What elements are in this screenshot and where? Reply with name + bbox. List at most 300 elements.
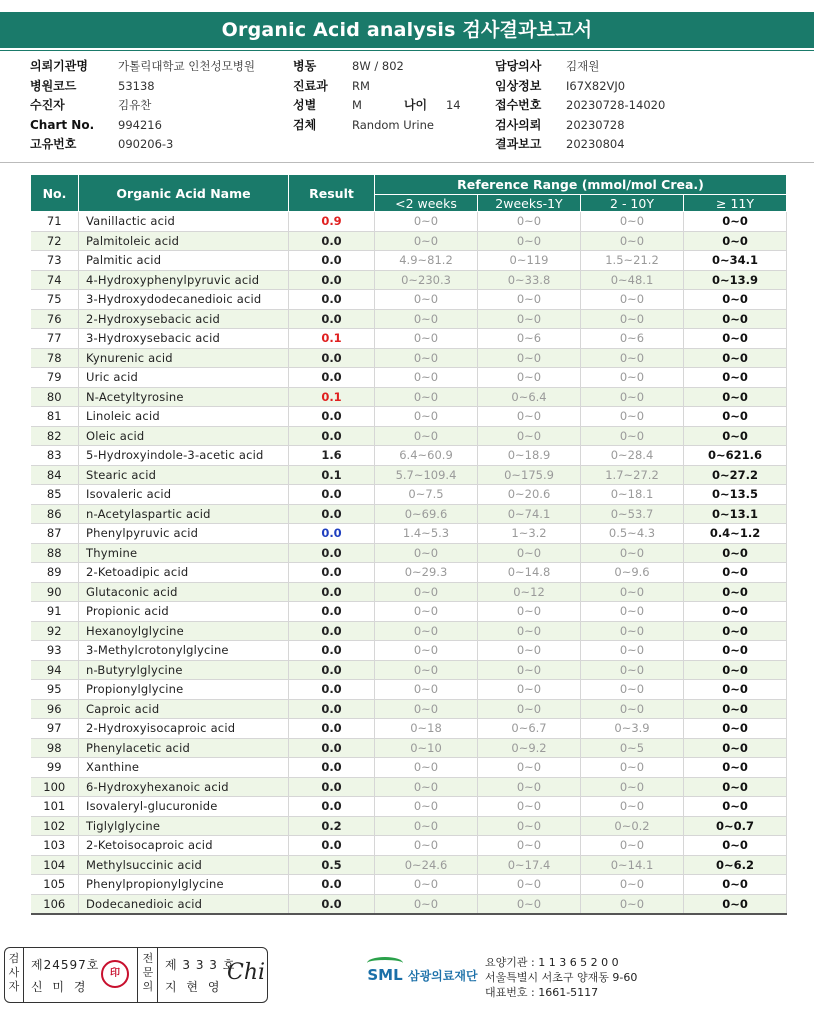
table-row	[31, 212, 787, 232]
ref-range-neonate: 0~0	[375, 758, 478, 778]
ref-range-neonate: 0~0	[375, 836, 478, 856]
ref-range-adult: 0~0	[684, 680, 787, 700]
ref-range-child: 0~0	[581, 543, 684, 563]
acid-name: 3-Hydroxydodecanedioic acid	[79, 290, 289, 310]
ref-range-adult: 0~0	[684, 758, 787, 778]
tester-label	[7, 952, 21, 994]
result-value: 0.0	[289, 719, 375, 739]
ref-range-infant: 0~12	[478, 582, 581, 602]
info-label: 접수번호	[495, 98, 542, 112]
info-label: 병원코드	[30, 78, 77, 93]
ref-range-adult: 0~0.7	[684, 816, 787, 836]
row-no: 72	[31, 231, 79, 251]
table-row	[31, 407, 787, 427]
acid-name: Stearic acid	[79, 465, 289, 485]
table-row	[31, 816, 787, 836]
result-value: 0.0	[289, 407, 375, 427]
info-value: I67X82VJ0	[566, 78, 626, 93]
ref-range-neonate: 0~0	[375, 329, 478, 349]
ref-range-child: 0~6	[581, 329, 684, 349]
result-value: 0.0	[289, 524, 375, 544]
ref-range-infant: 0~0	[478, 758, 581, 778]
result-value: 0.0	[289, 368, 375, 388]
ref-range-child: 1.7~27.2	[581, 465, 684, 485]
row-no: 98	[31, 738, 79, 758]
ref-range-child: 0~0	[581, 348, 684, 368]
ref-range-adult: 0~0	[684, 719, 787, 739]
ref-range-infant: 0~0	[478, 348, 581, 368]
ref-range-adult: 0~0	[684, 387, 787, 407]
ref-range-child: 0~9.6	[581, 563, 684, 583]
result-value: 0.0	[289, 485, 375, 505]
ref-range-neonate: 0~0	[375, 660, 478, 680]
ref-range-adult: 0~0	[684, 738, 787, 758]
ref-range-infant: 0~33.8	[478, 270, 581, 290]
ref-range-infant: 0~0	[478, 836, 581, 856]
result-value: 0.0	[289, 602, 375, 622]
ref-range-adult: 0~0	[684, 290, 787, 310]
result-value: 0.0	[289, 290, 375, 310]
report-title: Organic Acid analysis 검사결과보고서	[0, 12, 814, 48]
table-row	[31, 699, 787, 719]
result-value: 0.9	[289, 212, 375, 232]
result-value: 1.6	[289, 446, 375, 466]
info-row	[30, 57, 255, 77]
acid-name: Palmitic acid	[79, 251, 289, 271]
info-value: 20230804	[566, 137, 625, 151]
result-value: 0.0	[289, 621, 375, 641]
table-row	[31, 251, 787, 271]
ref-range-infant: 0~6	[478, 329, 581, 349]
patient-info-col3	[495, 57, 665, 155]
ref-range-child: 1.5~21.2	[581, 251, 684, 271]
acid-name: 3-Hydroxysebacic acid	[79, 329, 289, 349]
table-row	[31, 231, 787, 251]
info-label: 고유번호	[30, 137, 77, 151]
ref-range-neonate: 0~0	[375, 816, 478, 836]
info-label: 수진자	[30, 98, 65, 112]
acid-name: Propionic acid	[79, 602, 289, 622]
ref-range-adult: 0~0	[684, 407, 787, 427]
ref-range-infant: 0~0	[478, 641, 581, 661]
ref-range-infant: 1~3.2	[478, 524, 581, 544]
result-value: 0.0	[289, 777, 375, 797]
info-value: 김유찬	[118, 98, 152, 112]
acid-name: 5-Hydroxyindole-3-acetic acid	[79, 446, 289, 466]
row-no: 95	[31, 680, 79, 700]
table-row	[31, 738, 787, 758]
ref-range-infant: 0~74.1	[478, 504, 581, 524]
table-row	[31, 329, 787, 349]
row-no: 86	[31, 504, 79, 524]
info-label: 병동	[293, 59, 317, 73]
row-no: 96	[31, 699, 79, 719]
ref-range-infant: 0~119	[478, 251, 581, 271]
row-no: 100	[31, 777, 79, 797]
table-row	[31, 836, 787, 856]
row-no: 99	[31, 758, 79, 778]
info-row	[293, 57, 461, 77]
table-row	[31, 719, 787, 739]
ref-range-child: 0~0	[581, 231, 684, 251]
ref-range-infant: 0~9.2	[478, 738, 581, 758]
acid-name: Xanthine	[79, 758, 289, 778]
ref-range-adult: 0~0	[684, 777, 787, 797]
ref-range-neonate: 5.7~109.4	[375, 465, 478, 485]
contact-line: 서울특별시 서초구 양재동 9-60	[485, 971, 638, 984]
header-name: Organic Acid Name	[79, 175, 289, 212]
acid-name: Isovaleric acid	[79, 485, 289, 505]
patient-info-col2	[293, 57, 461, 135]
ref-range-child: 0~0	[581, 875, 684, 895]
ref-range-neonate: 0~69.6	[375, 504, 478, 524]
table-row	[31, 758, 787, 778]
info-label: 성별	[293, 98, 317, 112]
info-row	[495, 116, 665, 136]
row-no: 82	[31, 426, 79, 446]
ref-range-neonate: 0~18	[375, 719, 478, 739]
result-value: 0.0	[289, 894, 375, 914]
ref-range-child: 0~18.1	[581, 485, 684, 505]
result-value: 0.0	[289, 758, 375, 778]
ref-range-child: 0.5~4.3	[581, 524, 684, 544]
ref-range-infant: 0~0	[478, 777, 581, 797]
ref-range-neonate: 0~0	[375, 348, 478, 368]
info-value: RM	[352, 78, 370, 93]
ref-range-adult: 0~0	[684, 641, 787, 661]
ref-range-neonate: 0~0	[375, 543, 478, 563]
ref-range-neonate: 0~0	[375, 368, 478, 388]
info-label: 의뢰기관명	[30, 59, 88, 73]
row-no: 105	[31, 875, 79, 895]
row-no: 80	[31, 387, 79, 407]
row-no: 81	[31, 407, 79, 427]
divider	[23, 948, 24, 1002]
acid-name: Isovaleryl-glucuronide	[79, 797, 289, 817]
ref-range-infant: 0~0	[478, 368, 581, 388]
row-no: 74	[31, 270, 79, 290]
ref-range-infant: 0~0	[478, 426, 581, 446]
ref-range-adult: 0~0	[684, 329, 787, 349]
acid-name: Thymine	[79, 543, 289, 563]
info-row	[30, 77, 255, 97]
ref-range-infant: 0~0	[478, 231, 581, 251]
result-value: 0.0	[289, 504, 375, 524]
ref-range-neonate: 0~0	[375, 387, 478, 407]
table-row	[31, 465, 787, 485]
row-no: 71	[31, 212, 79, 232]
table-row	[31, 660, 787, 680]
result-value: 0.0	[289, 582, 375, 602]
info-row	[495, 135, 665, 155]
sml-logo-mark: SML	[367, 966, 403, 984]
table-row	[31, 894, 787, 914]
ref-range-neonate: 0~0	[375, 309, 478, 329]
result-value: 0.0	[289, 797, 375, 817]
acid-name: Kynurenic acid	[79, 348, 289, 368]
info-row	[30, 116, 255, 136]
ref-range-neonate: 0~0	[375, 231, 478, 251]
ref-range-neonate: 0~29.3	[375, 563, 478, 583]
row-no: 102	[31, 816, 79, 836]
info-value: 김재원	[566, 59, 600, 73]
row-no: 88	[31, 543, 79, 563]
table-row	[31, 855, 787, 875]
vertical-label-text: 검사자	[8, 952, 20, 993]
ref-range-adult: 0~6.2	[684, 855, 787, 875]
ref-range-adult: 0~0	[684, 426, 787, 446]
info-value: 994216	[118, 117, 162, 132]
ref-range-infant: 0~0	[478, 875, 581, 895]
ref-range-adult: 0~0	[684, 699, 787, 719]
ref-range-infant: 0~0	[478, 894, 581, 914]
ref-range-infant: 0~0	[478, 407, 581, 427]
ref-range-adult: 0~0	[684, 212, 787, 232]
row-no: 87	[31, 524, 79, 544]
ref-range-neonate: 0~0	[375, 641, 478, 661]
row-no: 85	[31, 485, 79, 505]
ref-range-adult: 0~34.1	[684, 251, 787, 271]
info-row	[495, 96, 665, 116]
ref-range-infant: 0~17.4	[478, 855, 581, 875]
ref-range-neonate: 0~0	[375, 797, 478, 817]
info-row	[293, 96, 461, 116]
ref-range-neonate: 0~0	[375, 212, 478, 232]
ref-range-neonate: 0~230.3	[375, 270, 478, 290]
ref-range-adult: 0~0	[684, 231, 787, 251]
row-no: 77	[31, 329, 79, 349]
info-value: 가톨릭대학교 인천성모병원	[118, 59, 255, 73]
result-value: 0.0	[289, 251, 375, 271]
acid-name: n-Acetylaspartic acid	[79, 504, 289, 524]
info-label: 검체	[293, 117, 317, 132]
ref-range-neonate: 0~0	[375, 699, 478, 719]
org-name: 삼광의료재단	[408, 969, 478, 983]
table-row	[31, 797, 787, 817]
acid-name: 3-Methylcrotonylglycine	[79, 641, 289, 661]
acid-name: 2-Ketoadipic acid	[79, 563, 289, 583]
ref-range-child: 0~0	[581, 602, 684, 622]
info-label: 결과보고	[495, 137, 542, 151]
table-row	[31, 309, 787, 329]
ref-range-infant: 0~20.6	[478, 485, 581, 505]
row-no: 93	[31, 641, 79, 661]
signature-box	[4, 947, 268, 1003]
ref-range-infant: 0~0	[478, 816, 581, 836]
acid-name: 4-Hydroxyphenylpyruvic acid	[79, 270, 289, 290]
result-value: 0.0	[289, 426, 375, 446]
ref-range-infant: 0~18.9	[478, 446, 581, 466]
info-label: 담당의사	[495, 59, 542, 73]
row-no: 101	[31, 797, 79, 817]
info-value: 53138	[118, 78, 155, 93]
table-row	[31, 563, 787, 583]
ref-range-infant: 0~0	[478, 680, 581, 700]
info-value: 20230728	[566, 117, 625, 132]
info-row	[293, 77, 461, 97]
ref-range-infant: 0~6.4	[478, 387, 581, 407]
ref-range-adult: 0~13.1	[684, 504, 787, 524]
row-no: 75	[31, 290, 79, 310]
ref-range-child: 0~48.1	[581, 270, 684, 290]
info-value: M	[352, 98, 362, 112]
ref-range-child: 0~0	[581, 836, 684, 856]
info-row	[30, 96, 255, 116]
info-divider	[0, 162, 814, 163]
acid-name: 6-Hydroxyhexanoic acid	[79, 777, 289, 797]
result-value: 0.0	[289, 641, 375, 661]
ref-range-infant: 0~0	[478, 290, 581, 310]
ref-range-adult: 0~0	[684, 309, 787, 329]
header-range-1: <2 weeks	[375, 195, 478, 212]
contact-line: 요양기관 : 1 1 3 6 5 2 0 0	[485, 956, 619, 969]
tester-id: 제24597호	[31, 958, 100, 972]
ref-range-child: 0~0	[581, 426, 684, 446]
age-label: 나이	[403, 98, 428, 112]
ref-range-infant: 0~0	[478, 309, 581, 329]
table-row	[31, 621, 787, 641]
ref-range-child: 0~28.4	[581, 446, 684, 466]
row-no: 97	[31, 719, 79, 739]
ref-range-infant: 0~0	[478, 621, 581, 641]
acid-name: n-Butyrylglycine	[79, 660, 289, 680]
ref-range-child: 0~0	[581, 777, 684, 797]
acid-name: Phenylpropionylglycine	[79, 875, 289, 895]
ref-range-adult: 0.4~1.2	[684, 524, 787, 544]
header-result: Result	[289, 175, 375, 212]
patient-info-col1	[30, 57, 255, 155]
specialist-label	[141, 952, 155, 994]
ref-range-child: 0~0	[581, 368, 684, 388]
acid-name: Dodecanedioic acid	[79, 894, 289, 914]
ref-range-adult: 0~0	[684, 660, 787, 680]
ref-range-neonate: 0~0	[375, 407, 478, 427]
row-no: 84	[31, 465, 79, 485]
result-value: 0.0	[289, 738, 375, 758]
header-range-3: 2 - 10Y	[581, 195, 684, 212]
result-value: 0.5	[289, 855, 375, 875]
ref-range-adult: 0~0	[684, 368, 787, 388]
ref-range-neonate: 0~0	[375, 426, 478, 446]
ref-range-neonate: 0~0	[375, 582, 478, 602]
result-value: 0.0	[289, 875, 375, 895]
row-no: 104	[31, 855, 79, 875]
header-range-4: ≥ 11Y	[684, 195, 787, 212]
ref-range-child: 0~0	[581, 680, 684, 700]
contact-info	[485, 955, 637, 1000]
vertical-label-text: 전문의	[142, 952, 154, 993]
title-divider	[0, 50, 814, 51]
ref-range-adult: 0~621.6	[684, 446, 787, 466]
ref-range-child: 0~0	[581, 212, 684, 232]
ref-range-child: 0~0.2	[581, 816, 684, 836]
result-value: 0.0	[289, 309, 375, 329]
ref-range-adult: 0~0	[684, 582, 787, 602]
acid-name: 2-Hydroxyisocaproic acid	[79, 719, 289, 739]
specialist-name: 지 현 영	[165, 980, 223, 994]
ref-range-adult: 0~0	[684, 621, 787, 641]
info-label: 임상정보	[495, 78, 542, 93]
header-no: No.	[31, 175, 79, 212]
row-no: 106	[31, 894, 79, 914]
ref-range-child: 0~0	[581, 699, 684, 719]
acid-name: Uric acid	[79, 368, 289, 388]
ref-range-child: 0~0	[581, 621, 684, 641]
result-value: 0.0	[289, 231, 375, 251]
row-no: 103	[31, 836, 79, 856]
age-value: 14	[445, 98, 461, 112]
row-no: 78	[31, 348, 79, 368]
ref-range-neonate: 0~10	[375, 738, 478, 758]
contact-line: 대표번호 : 1661-5117	[485, 986, 599, 999]
ref-range-infant: 0~0	[478, 699, 581, 719]
acid-name: Linoleic acid	[79, 407, 289, 427]
acid-name: Phenylacetic acid	[79, 738, 289, 758]
acid-name: Glutaconic acid	[79, 582, 289, 602]
ref-range-infant: 0~0	[478, 602, 581, 622]
info-row	[293, 116, 461, 136]
table-row	[31, 680, 787, 700]
header-reference: Reference Range (mmol/mol Crea.)	[375, 175, 787, 195]
result-value: 0.0	[289, 836, 375, 856]
table-row	[31, 777, 787, 797]
tester-name: 신 미 경	[31, 980, 89, 994]
info-value: 8W / 802	[352, 59, 404, 73]
ref-range-adult: 0~0	[684, 543, 787, 563]
result-value: 0.0	[289, 563, 375, 583]
row-no: 89	[31, 563, 79, 583]
divider	[137, 948, 138, 1002]
acid-name: Methylsuccinic acid	[79, 855, 289, 875]
results-body	[31, 212, 787, 914]
table-row	[31, 641, 787, 661]
info-label: 검사의뢰	[495, 117, 542, 132]
row-no: 73	[31, 251, 79, 271]
table-row	[31, 270, 787, 290]
ref-range-infant: 0~6.7	[478, 719, 581, 739]
ref-range-adult: 0~27.2	[684, 465, 787, 485]
ref-range-neonate: 0~0	[375, 777, 478, 797]
sml-logo	[365, 957, 480, 993]
ref-range-adult: 0~0	[684, 563, 787, 583]
row-no: 79	[31, 368, 79, 388]
info-row	[30, 135, 255, 155]
ref-range-child: 0~0	[581, 797, 684, 817]
ref-range-neonate: 0~24.6	[375, 855, 478, 875]
results-table	[30, 174, 787, 915]
table-row	[31, 387, 787, 407]
row-no: 83	[31, 446, 79, 466]
acid-name: 2-Ketoisocaproic acid	[79, 836, 289, 856]
ref-range-infant: 0~14.8	[478, 563, 581, 583]
acid-name: N-Acetyltyrosine	[79, 387, 289, 407]
result-value: 0.0	[289, 699, 375, 719]
table-row	[31, 368, 787, 388]
info-value: Random Urine	[352, 117, 434, 132]
ref-range-child: 0~0	[581, 582, 684, 602]
table-row	[31, 426, 787, 446]
row-no: 76	[31, 309, 79, 329]
table-row	[31, 485, 787, 505]
ref-range-infant: 0~0	[478, 797, 581, 817]
acid-name: Caproic acid	[79, 699, 289, 719]
info-label: 진료과	[293, 78, 328, 93]
table-row	[31, 543, 787, 563]
ref-range-child: 0~14.1	[581, 855, 684, 875]
ref-range-child: 0~0	[581, 660, 684, 680]
ref-range-neonate: 0~0	[375, 290, 478, 310]
header-range-2: 2weeks-1Y	[478, 195, 581, 212]
